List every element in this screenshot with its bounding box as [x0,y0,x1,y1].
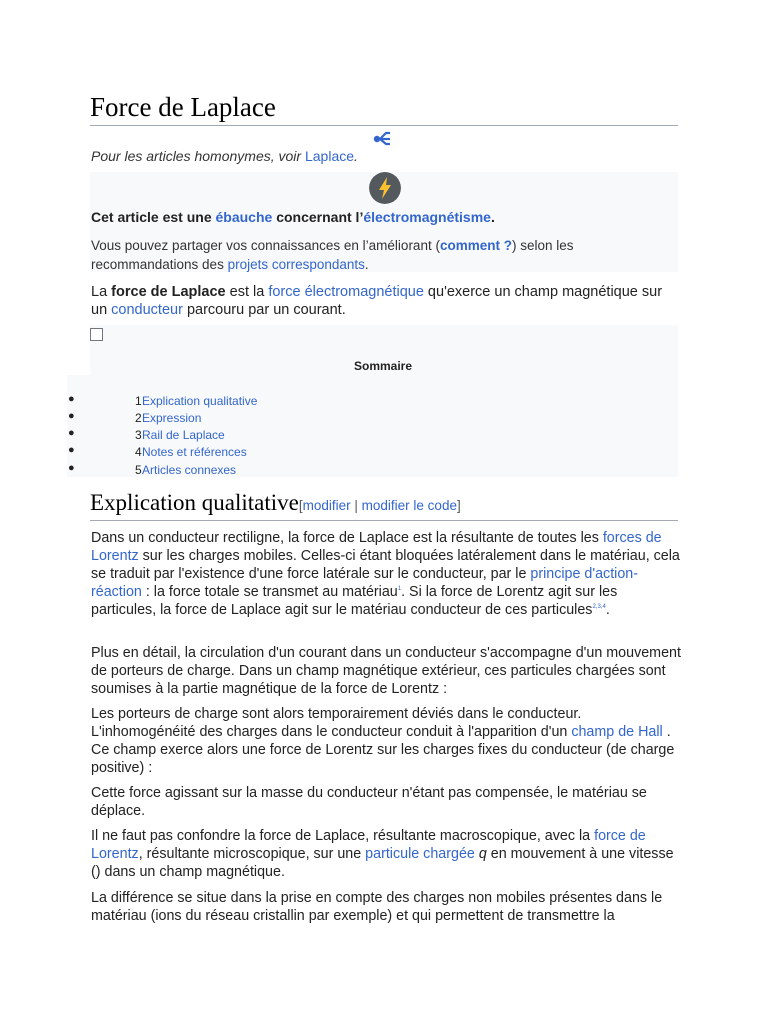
p5-text-2: , résultante microscopique, sur une [138,846,366,862]
link-force-de-lorentz[interactable]: force de Lorentz [91,828,646,862]
toc-item-label[interactable]: Explication qualitative [142,394,258,408]
p1-text-5: . [605,602,610,618]
p1-text-3: : la force totale se transmet au matériau [141,584,398,600]
p5-text-4: en mouvement à une vitesse () dans un champ magnétique. [91,846,674,880]
homonym-link[interactable]: Laplace [304,148,355,164]
stub-title [91,209,495,225]
link-forces-de-lorentz[interactable]: forces de Lorentz [91,530,662,564]
toc-item-number: 2 [135,411,142,425]
toc-item-label[interactable]: Rail de Laplace [142,428,225,442]
disambiguation-icon [372,128,394,146]
link-principe-action-reaction[interactable]: principe d'action-réaction [91,566,639,600]
stub-link-projets[interactable]: projets correspondants [227,257,365,272]
stub-link-ebauche[interactable]: ébauche [215,209,273,225]
link-champ-de-hall[interactable]: champ de Hall [571,724,663,740]
stub-link-electromagnetisme[interactable]: électromagnétisme [363,209,491,225]
paragraph-1 [91,529,681,619]
intro-paragraph [91,283,681,319]
edit-section-links [299,498,461,513]
edit-bracket-open: [ [298,498,303,513]
p5-italic-q: q [478,846,487,862]
stub-text [91,236,677,274]
section-heading-text: Explication qualitative [90,490,299,515]
toc-item-number: 5 [135,463,142,477]
p3-text-1: Les porteurs de charge sont alors temporairement déviés dans le conducteur. L'inhomogénéité des charges dans le conducteur conduit à l'apparition d'un [91,706,582,740]
reference-1[interactable]: 1 [397,586,402,593]
intro-text-2: est la [225,284,269,300]
edit-source-button[interactable]: modifier le code [361,498,457,513]
intro-text-3: qu'exerce un champ magnétique sur un [91,284,663,318]
paragraph-3 [91,705,681,777]
edit-bracket-close: ] [456,498,461,513]
bullet-icon: ● [68,410,75,422]
stub-title-text: Cet article est une [91,209,216,225]
paragraph-5 [91,827,681,881]
toc-item-number: 1 [135,394,142,408]
section-heading-explication [90,490,461,516]
edit-section-button[interactable]: modifier [302,498,351,513]
title-divider [90,125,678,126]
reference-2-3-4[interactable]: 2,3,4 [592,604,606,611]
p1-text-4: . Si la force de Lorentz agit sur les particules, la force de Laplace agit sur le matériau conducteur de ces particules [91,584,618,618]
intro-bold-term: force de Laplace [111,284,226,300]
paragraph-6: La différence se situe dans la prise en compte des charges non mobiles présentes dans le matériau (ions du réseau cristallin par exemple) et qui permettent de transmettre la [91,890,663,924]
stub-title-text-2: concernant l’ [272,209,364,225]
stub-link-comment[interactable]: comment ? [439,238,512,253]
link-conducteur[interactable]: conducteur [111,302,183,318]
page-title: Force de Laplace [90,92,276,122]
lightning-bolt-icon [369,172,401,204]
stub-text-3: . [364,257,369,272]
link-force-electromagnetique[interactable]: force électromagnétique [268,284,424,300]
homonym-prefix: Pour les articles homonymes, voir [91,148,305,164]
toc-item-number: 3 [135,428,142,442]
homonym-suffix: . [354,148,358,164]
bullet-icon: ● [68,427,75,439]
stub-text-1: Vous pouvez partager vos connaissances en l’améliorant ( [91,238,440,253]
p5-text-1: Il ne faut pas confondre la force de Laplace, résultante macroscopique, avec la [91,828,595,844]
toc-toggle-checkbox[interactable] [90,328,103,341]
paragraph-4: Cette force agissant sur la masse du conducteur n'étant pas compensée, le matériau se déplace. [91,785,647,819]
bullet-icon: ● [68,444,75,456]
edit-separator: | [350,498,362,513]
link-particule-chargee[interactable]: particule chargée [365,846,475,862]
p1-text-1: Dans un conducteur rectiligne, la force de Laplace est la résultante de toutes les [91,530,603,546]
intro-text-4: parcouru par un courant. [182,302,346,318]
stub-text-2: ) selon les recommandations des [91,238,574,272]
paragraph-2: Plus en détail, la circulation d'un courant dans un conducteur s'accompagne d'un mouvement de porteurs de charge. Dans un champ magnétique extérieur, ces particules chargées sont soumises à la partie magnétique de la force de Lorentz : [91,645,681,697]
toc-item-label[interactable]: Articles connexes [142,463,237,477]
toc-item-number: 4 [135,445,142,459]
toc-list-background [67,375,678,477]
bullet-icon: ● [68,462,75,474]
toc-item-label[interactable]: Expression [142,411,202,425]
p1-text-2: sur les charges mobiles. Celles-ci étant bloquées latéralement dans le matériau, cela se traduit par l'existence d'une force latérale sur le conducteur, par le [91,548,680,582]
p3-text-2: . Ce champ exerce alors une force de Lorentz sur les charges fixes du conducteur (de charge positive) : [91,724,675,776]
toc-title: Sommaire [354,359,413,373]
stub-title-text-3: . [490,209,495,225]
section-divider [90,520,678,521]
homonym-notice [91,148,358,164]
intro-text-1: La [91,284,112,300]
toc-item-label[interactable]: Notes et références [142,445,247,459]
bullet-icon: ● [68,393,75,405]
